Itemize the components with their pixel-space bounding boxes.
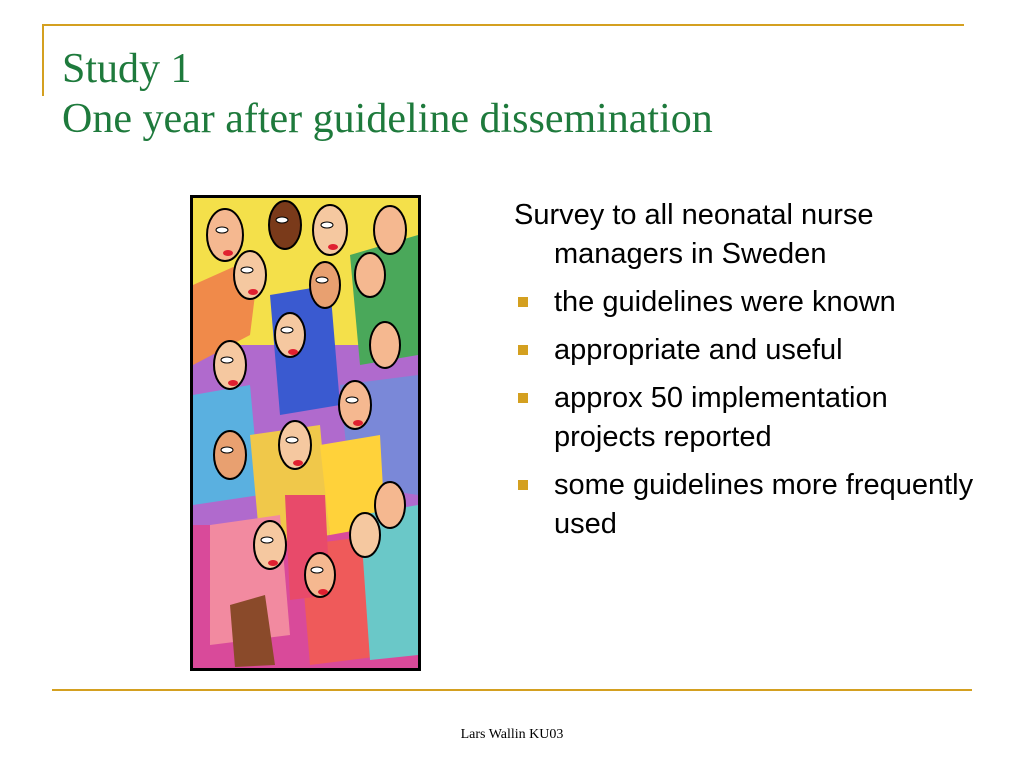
footer-text: Lars Wallin KU03 [460,727,564,742]
frame-left-rule [42,24,44,96]
lead-text: Survey to all neonatal nurse managers in Sweden [514,199,874,270]
frame-top-rule [42,24,964,26]
title-line-1: Study 1 [62,46,192,92]
title-line-2: One year after guideline dissemination [62,96,713,142]
list-item [514,331,984,370]
bullet-square-icon [518,393,528,403]
bullet-text: some guidelines more frequently used [554,469,974,540]
bullet-text: appropriate and useful [554,334,843,366]
bullet-list [514,283,984,544]
bullet-square-icon [518,480,528,490]
bullet-text: the guidelines were known [554,286,896,318]
bullet-square-icon [518,297,528,307]
slide-body [514,196,984,553]
slide-title [62,44,962,144]
crowd-illustration [190,195,421,671]
list-item [514,283,984,322]
bullet-square-icon [518,345,528,355]
list-item [514,466,984,544]
bullet-text: approx 50 implementation projects reported [554,382,888,453]
list-item [514,379,984,457]
footer-rule [52,689,972,691]
